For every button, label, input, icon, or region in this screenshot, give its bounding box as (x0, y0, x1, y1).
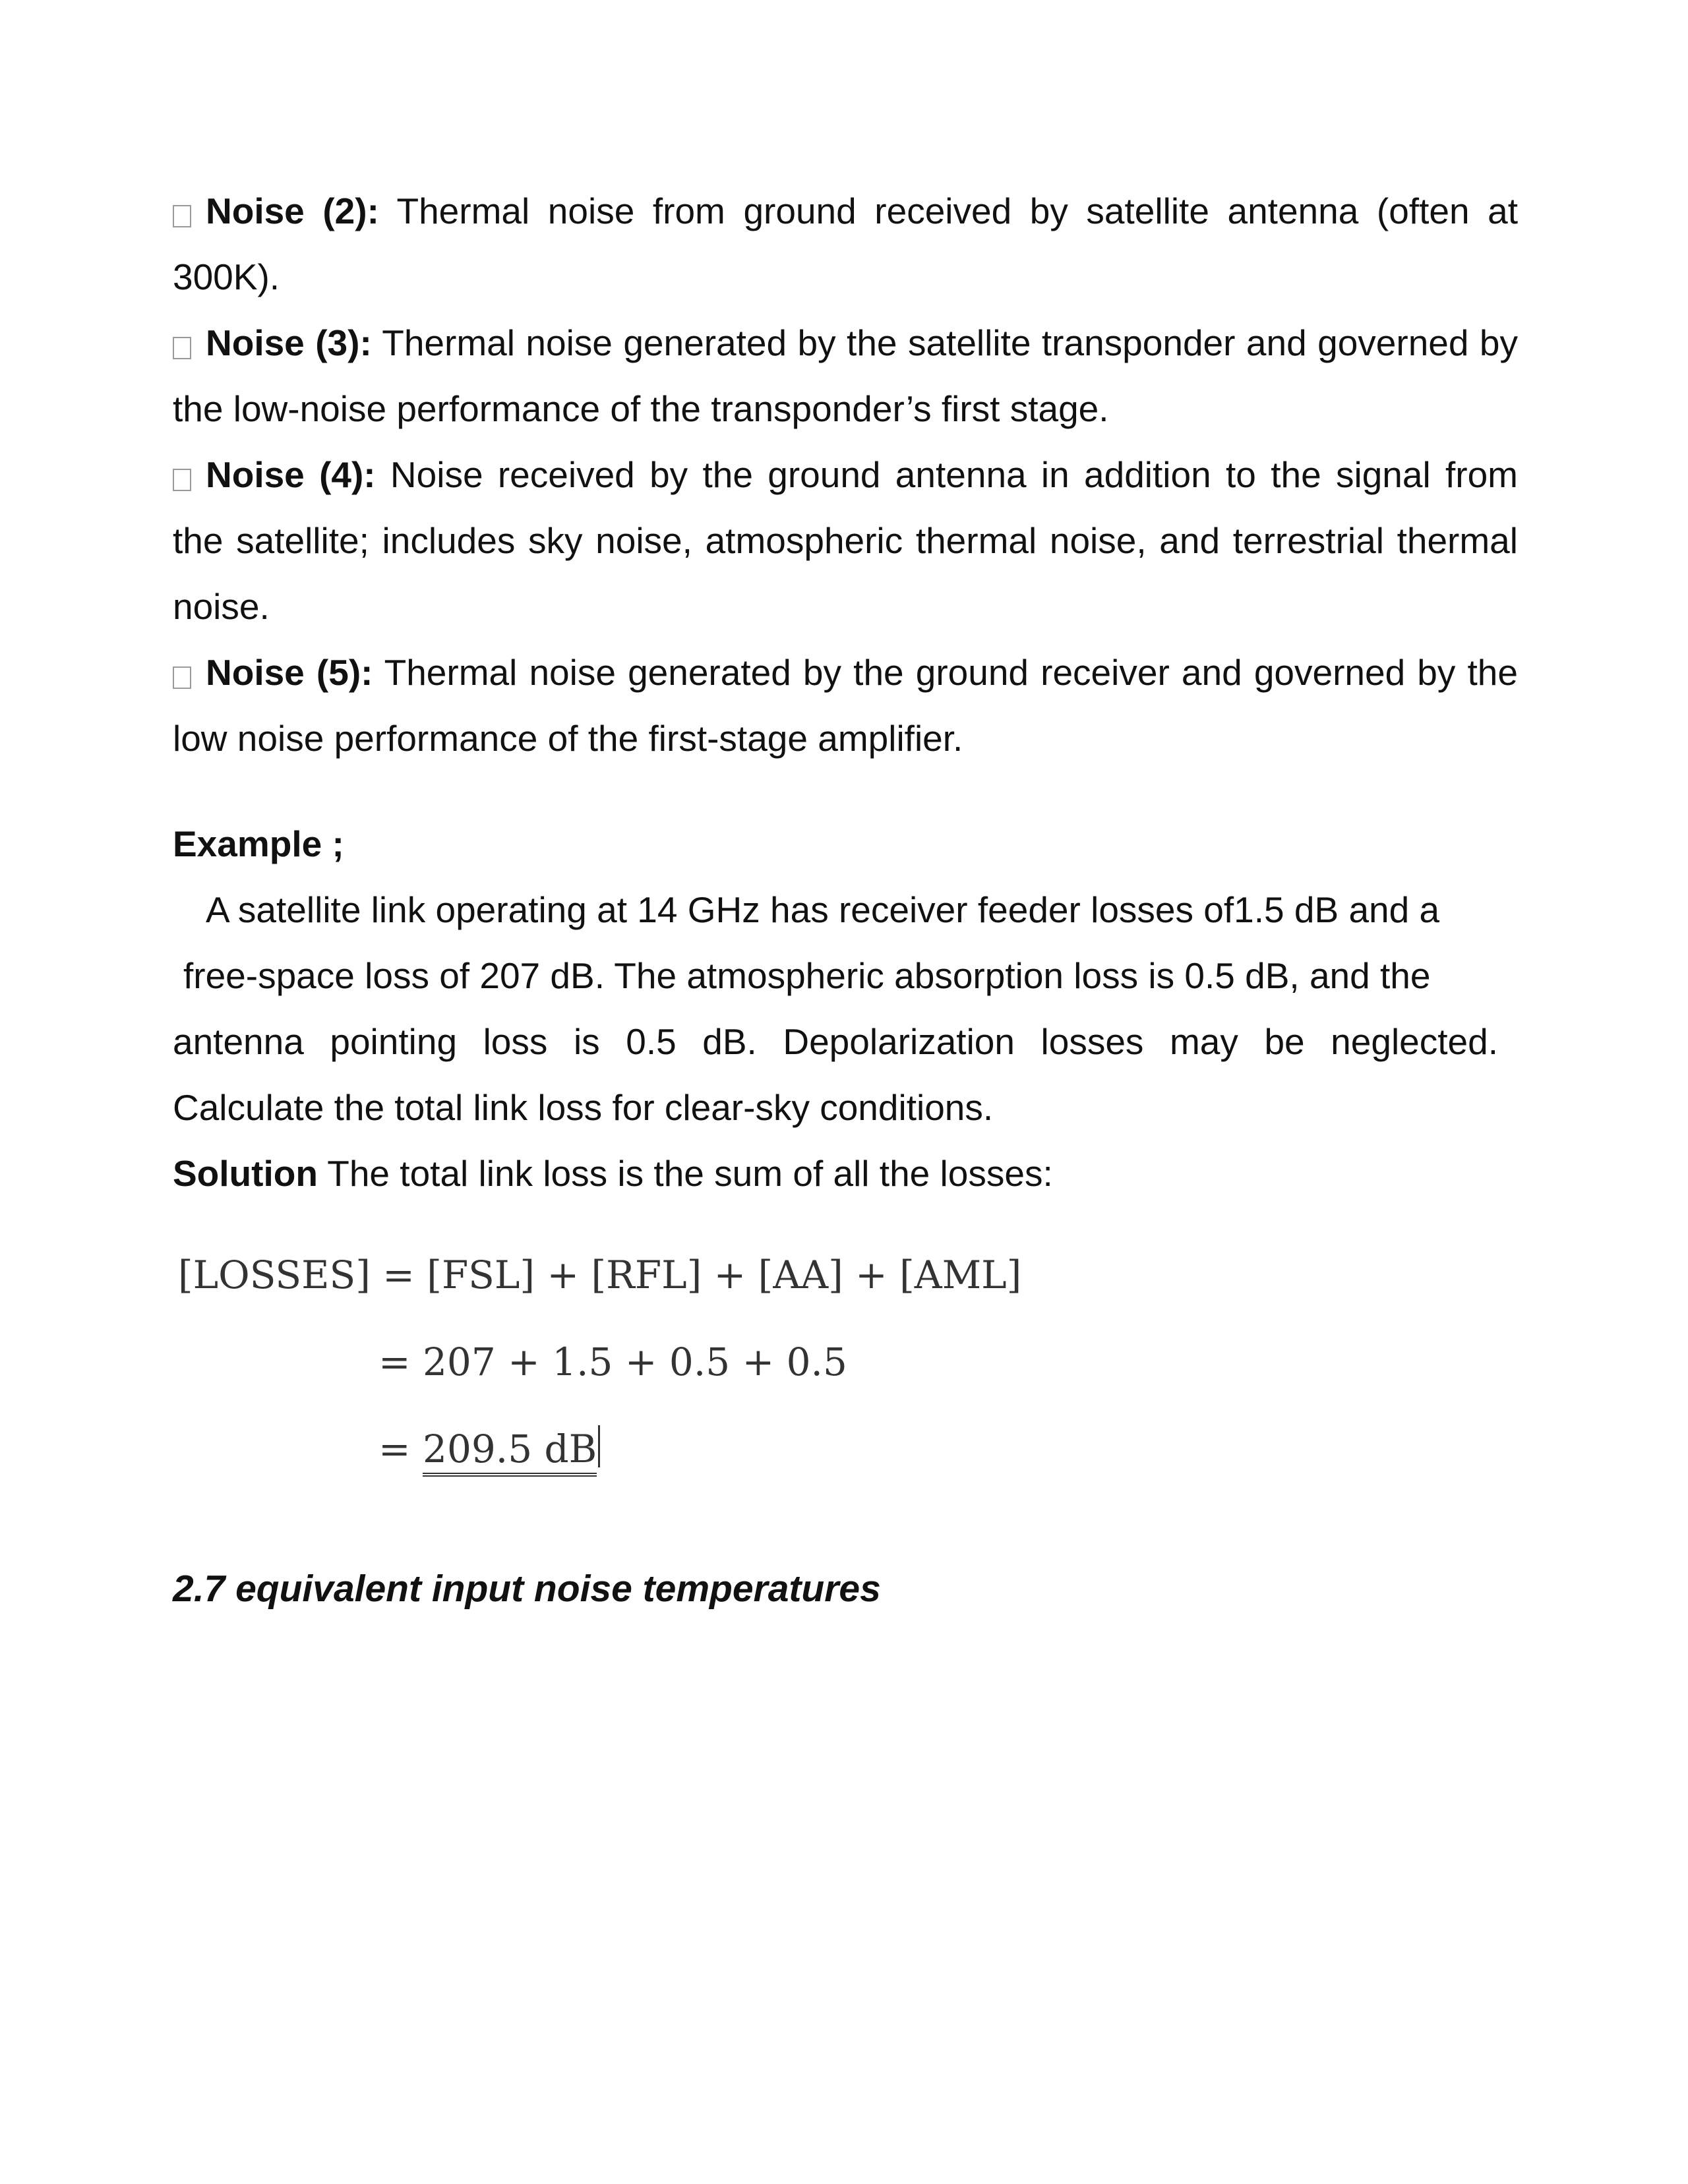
equation-line-1: [LOSSES] = [FSL] + [RFL] + [AA] + [AML] (178, 1253, 1022, 1297)
checkbox-icon (173, 337, 191, 359)
noise-2-label: Noise (2): (206, 191, 379, 231)
noise-5-text: Thermal noise generated by the ground receiver and governed by the low noise performance of the first-stage amplifier. (173, 652, 1518, 759)
noise-2-text: Thermal noise from ground received by satellite antenna (often at 300K). (173, 191, 1518, 297)
noise-5-label: Noise (5): (206, 652, 373, 693)
loss-equation (173, 1253, 1518, 1516)
equation-result: 209.5 dB (423, 1427, 597, 1477)
example-line-3: antenna pointing loss is 0.5 dB. Depolarization losses may be neglected. (173, 1021, 1498, 1062)
noise-3-label: Noise (3): (206, 322, 372, 363)
document-page (173, 178, 1518, 1622)
equation-result-prefix: = (378, 1427, 423, 1471)
noise-2-item (173, 178, 1518, 310)
checkbox-icon (173, 666, 191, 689)
noise-5-item (173, 639, 1518, 771)
example-heading: Example ; (173, 823, 344, 864)
example-line-2: free-space loss of 207 dB. The atmospheric absorption loss is 0.5 dB, and the (183, 955, 1431, 996)
text-cursor (598, 1425, 600, 1467)
equation-line-2: = 207 + 1.5 + 0.5 + 0.5 (378, 1340, 847, 1384)
section-heading: 2.7 equivalent input noise temperatures (173, 1568, 881, 1610)
example-line-1: A satellite link operating at 14 GHz has receiver feeder losses of1.5 dB and a (206, 889, 1440, 930)
noise-4-text: Noise received by the ground antenna in addition to the signal from the satellite; includes sky noise, atmospheric thermal noise, and terrestrial thermal noise. (173, 454, 1518, 627)
solution-line (173, 1140, 1511, 1206)
noise-3-item (173, 310, 1518, 442)
checkbox-icon (173, 205, 191, 227)
checkbox-icon (173, 469, 191, 491)
equation-line-3 (378, 1425, 600, 1471)
solution-label: Solution (173, 1153, 318, 1194)
example-line-4: Calculate the total link loss for clear-sky conditions. (173, 1087, 994, 1128)
noise-4-label: Noise (4): (206, 454, 376, 495)
solution-text: The total link loss is the sum of all the losses: (317, 1153, 1053, 1194)
noise-3-text: Thermal noise generated by the satellite transponder and governed by the low-noise performance of the transponder’s first stage. (173, 322, 1518, 429)
noise-4-item (173, 442, 1518, 639)
